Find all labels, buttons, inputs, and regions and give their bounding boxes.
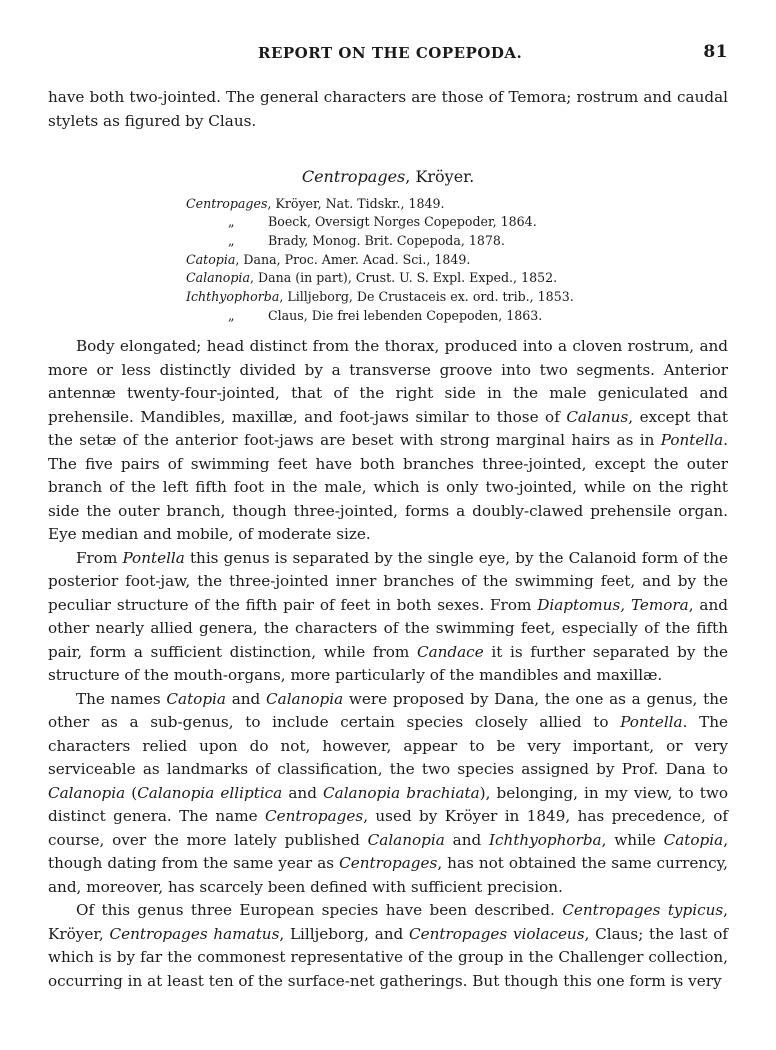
taxon-name: Centropages violaceus [409,924,585,943]
paragraph-nomenclature [48,688,728,900]
taxon-name: Calanopia [266,689,344,708]
page-body [48,86,728,993]
text-run: . The characters relied upon do not, however, appear to be very important, or very serviceable as landmarks of classification, the two species assigned by Prof. Dana to [48,713,728,779]
taxon-name: Calanopia [367,830,445,849]
text-run: , Claus; the last of which is by far the commonest representative of the group in the Challenger collection, occurring in at least ten of the surface-net gatherings. But though this one form is very [48,924,728,990]
synonym-reference: Brady, Monog. Brit. Copepoda, 1878. [268,232,505,248]
synonym-name: Centropages [186,195,268,211]
text-run: , and other nearly allied genera, the characters of the swimming feet, especially of the fifth pair, form a sufficient distinction, while from [48,595,728,661]
text-run: , though dating from the same year as [48,830,729,873]
text-run: were proposed by Dana, the one as a genus, the other as a sub-genus, to include certain species closely allied to [48,689,728,732]
text-run: , used by Kröyer in 1849, has precedence, of course, over the more lately published [48,807,728,849]
synonymy-entry [186,288,728,307]
taxon-name: Calanus [566,407,629,426]
text-run: The names [76,689,167,708]
synonymy-entry [186,269,728,288]
synonymy-entry [186,195,728,214]
taxon-name: Pontella [660,431,724,450]
text-run: , Kröyer, [48,901,728,943]
synonym-name: Ichthyophorba [186,289,280,305]
text-run: , has not obtained the same currency, and, moreover, has scarcely been defined with sufficient precision. [48,854,729,896]
genus-heading [48,165,728,189]
synonym-reference: , Lilljeborg, De Crustaceis ex. ord. trib., 1853. [279,289,574,305]
text-run: . The five pairs of swimming feet have both branches three-jointed, except the outer branch of the left fifth foot in the male, which is only two-jointed, while on the right side the outer branch, though three-jointed, forms a doubly-clawed prehensile organ. Eye median and mobile, of moderate size. [48,431,728,544]
genus-author: , Kröyer. [405,167,475,186]
taxon-name: Catopia [663,830,724,849]
synonym-reference: Boeck, Oversigt Norges Copepoder, 1864. [268,214,537,230]
synonymy-entry [186,307,728,326]
text-run: Of this genus three European species have been described. [76,901,563,920]
synonymy-entry [186,251,728,270]
synonym-reference: , Dana (in part), Crust. U. S. Expl. Exped., 1852. [249,270,558,286]
taxon-name: Pontella [620,713,683,732]
taxon-name: Calanopia brachiata [323,783,480,802]
text-run: it is further separated by the structure of the mouth-organs, more particularly of the mandibles and maxillæ. [48,642,728,685]
page-number: 81 [703,42,728,62]
taxon-name: Centropages typicus [562,901,724,920]
taxon-name: Centropages [265,807,364,826]
text-run: From [76,548,123,567]
synonymy-entry [186,213,728,232]
synonymy-list [186,195,728,326]
text-run: ( [125,783,138,802]
ditto-mark: „ [228,232,235,248]
text-run: this genus is separated by the single eye, by the Calanoid form of the posterior foot-jaw, the three-jointed inner branches of the swimming feet, and by the peculiar structure of the fifth pair of feet in both sexes. From [48,548,729,614]
text-run: ), belonging, in my view, to two distinct genera. The name [48,783,729,826]
text-run: and [225,689,267,708]
synonym-reference: , Kröyer, Nat. Tidskr., 1849. [267,195,445,211]
intro-paragraph [48,86,728,133]
ditto-mark: „ [228,214,235,230]
genus-name: Centropages [301,167,406,186]
taxon-name: Catopia [166,689,226,708]
text-run: , except that the setæ of the anterior foot-jaws are beset with strong marginal hairs as in [48,407,728,450]
running-header [48,44,728,68]
synonymy-entry [186,232,728,251]
taxon-name: Calanopia elliptica [137,783,283,802]
taxon-name: Pontella [122,548,185,567]
running-title: REPORT ON THE COPEPODA. [258,44,523,62]
synonym-name: Catopia [186,251,236,267]
synonym-name: Calanopia [186,270,250,286]
synonym-reference: , Dana, Proc. Amer. Acad. Sci., 1849. [235,251,471,267]
paragraph-description [48,335,728,547]
taxon-name: Calanopia [48,783,126,802]
text-run: Body elongated; head distinct from the thorax, produced into a cloven rostrum, and more or less distinctly divided by a transverse groove into two segments. Anterior antennæ twenty-four-jointed, that of the right side in the male geniculated and prehensile. Mandibles, maxillæ, and foot-jaws similar to those of [48,337,728,426]
intro-text: have both two-jointed. The general characters are those of Temora; rostrum and caudal stylets as figured by Claus. [48,88,728,130]
taxon-name: Candace [416,642,484,661]
text-run: and [444,830,490,849]
text-run: and [282,783,324,802]
paragraph-distinctions [48,547,728,688]
paragraph-species [48,899,728,993]
taxon-name: Centropages hamatus [109,924,280,943]
text-run: , Lilljeborg, and [279,924,410,943]
taxon-name: Centropages [339,854,438,873]
ditto-mark: „ [228,307,235,323]
text-run: , while [601,830,664,849]
synonym-reference: Claus, Die frei lebenden Copepoden, 1863. [268,307,543,323]
taxon-name: Ichthyophorba [489,830,602,849]
taxon-name: Diaptomus, Temora [537,595,689,614]
